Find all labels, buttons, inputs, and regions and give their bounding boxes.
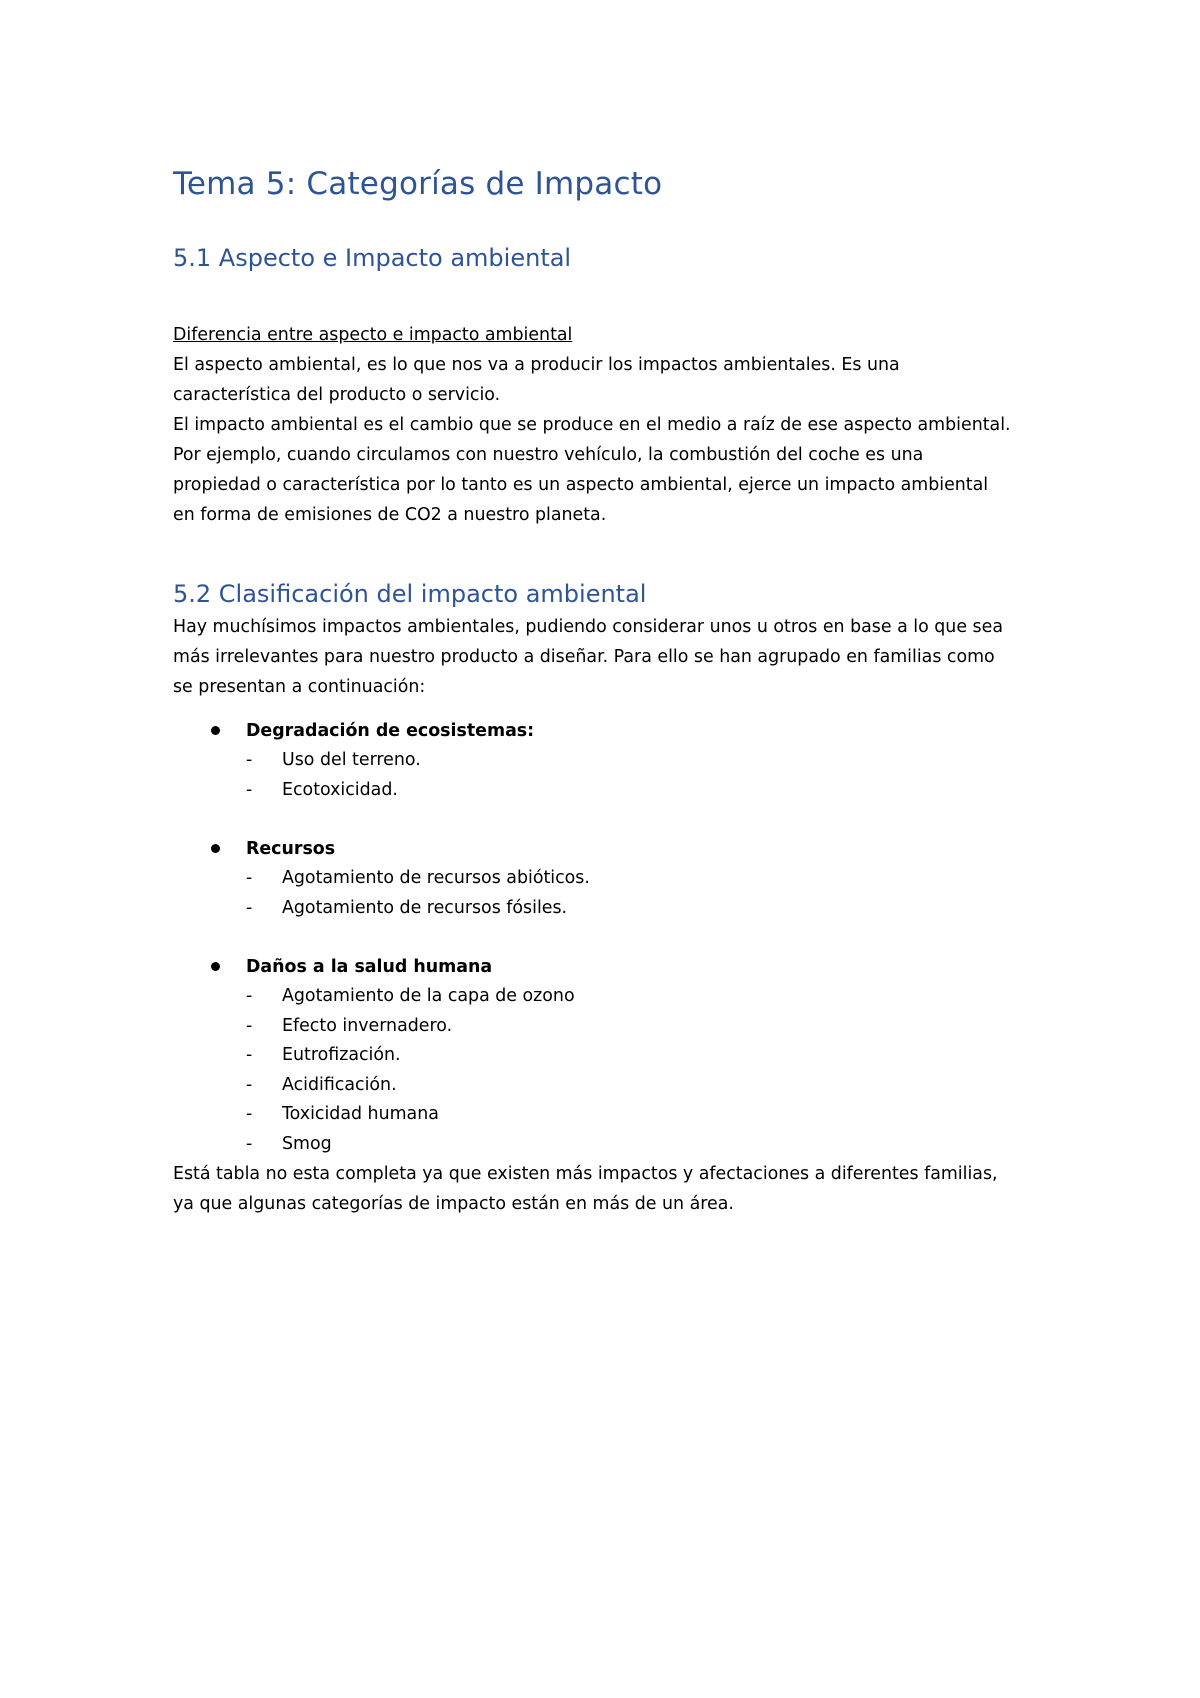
dash-icon: - xyxy=(246,750,253,770)
paragraph-line: característica del producto o servicio. xyxy=(173,385,501,405)
sub-list-item: - Agotamiento de recursos abióticos. xyxy=(246,864,1053,894)
document-title: Tema 5: Categorías de Impacto xyxy=(173,166,663,202)
paragraph-line: Está tabla no esta completa ya que existen más impactos y afectaciones a diferentes familias, xyxy=(173,1164,998,1184)
paragraph-ejemplo xyxy=(173,440,1053,530)
paragraph-line: Por ejemplo, cuando circulamos con nuestro vehículo, la combustión del coche es una xyxy=(173,445,924,465)
dash-icon: - xyxy=(246,868,253,888)
sub-list-item: - Agotamiento de la capa de ozono xyxy=(246,982,1053,1012)
paragraph-line: propiedad o característica por lo tanto es un aspecto ambiental, ejerce un impacto ambiental xyxy=(173,475,989,495)
bullet-title: Recursos xyxy=(246,839,336,859)
bullet-icon xyxy=(211,844,220,853)
impact-category-list xyxy=(173,716,1053,1159)
dash-icon: - xyxy=(246,1133,253,1154)
dash-icon: - xyxy=(246,1104,253,1124)
sub-list xyxy=(246,864,1053,923)
dash-icon: - xyxy=(246,779,253,800)
sub-list-item: - Acidificación. xyxy=(246,1071,1053,1101)
sub-list-item: - Eutrofización. xyxy=(246,1041,1053,1071)
sub-list-item: - Toxicidad humana xyxy=(246,1100,1053,1130)
paragraph-line: El aspecto ambiental, es lo que nos va a producir los impactos ambientales. Es una xyxy=(173,355,900,375)
sub-list-item: - Ecotoxicidad. xyxy=(246,776,1053,806)
dash-icon: - xyxy=(246,1074,253,1095)
paragraph-line: ya que algunas categorías de impacto están en más de un área. xyxy=(173,1194,734,1214)
paragraph-line: se presentan a continuación: xyxy=(173,677,426,697)
section-heading-5-2: 5.2 Clasificación del impacto ambiental xyxy=(173,580,647,608)
paragraph-line: más irrelevantes para nuestro producto a diseñar. Para ello se han agrupado en familias como xyxy=(173,647,995,667)
sub-list-item: - Agotamiento de recursos fósiles. xyxy=(246,894,1053,924)
dash-icon: - xyxy=(246,1045,253,1065)
list-item-recursos xyxy=(173,834,1053,923)
subheading-diferencia: Diferencia entre aspecto e impacto ambiental xyxy=(173,325,573,345)
paragraph-line: en forma de emisiones de CO2 a nuestro planeta. xyxy=(173,505,607,525)
paragraph-line: El impacto ambiental es el cambio que se produce en el medio a raíz de ese aspecto ambiental. xyxy=(173,415,1011,435)
list-item-degradacion xyxy=(173,716,1053,805)
section-heading-5-1: 5.1 Aspecto e Impacto ambiental xyxy=(173,244,572,272)
bullet-icon xyxy=(211,726,220,735)
paragraph-impacto xyxy=(173,410,1053,440)
sub-list-item: - Efecto invernadero. xyxy=(246,1012,1053,1042)
paragraph-aspecto xyxy=(173,350,1053,410)
paragraph-intro-clasificacion xyxy=(173,612,1053,702)
paragraph-closing xyxy=(173,1159,1053,1219)
bullet-title: Daños a la salud humana xyxy=(246,957,493,977)
sub-list xyxy=(246,746,1053,805)
list-item-salud-humana xyxy=(173,952,1053,1159)
bullet-icon xyxy=(211,962,220,971)
dash-icon: - xyxy=(246,897,253,918)
dash-icon: - xyxy=(246,986,253,1006)
paragraph-line: Hay muchísimos impactos ambientales, pudiendo considerar unos u otros en base a lo que sea xyxy=(173,617,1003,637)
sub-list-item: - Smog xyxy=(246,1130,1053,1160)
document-page xyxy=(173,160,1053,1219)
sub-list-item: - Uso del terreno. xyxy=(246,746,1053,776)
dash-icon: - xyxy=(246,1015,253,1036)
sub-list xyxy=(246,982,1053,1159)
bullet-title: Degradación de ecosistemas: xyxy=(246,721,535,741)
